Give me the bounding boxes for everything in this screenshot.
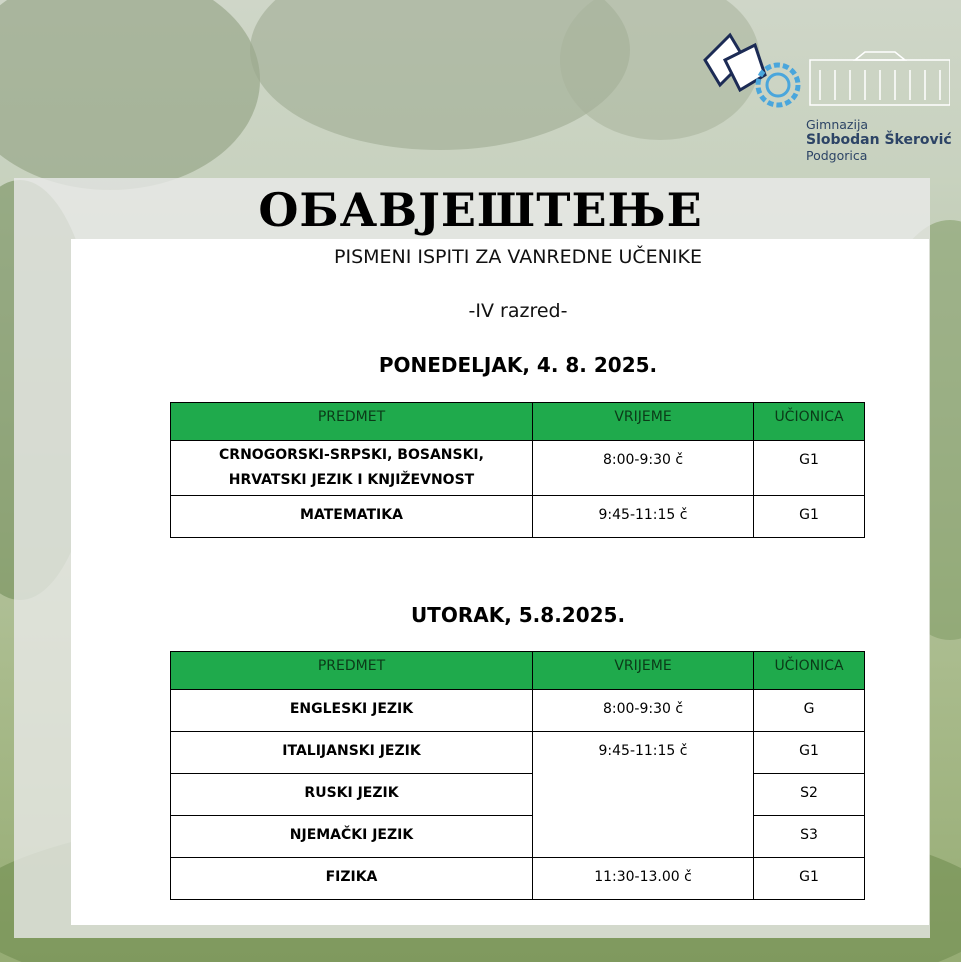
day1-table <box>170 402 865 538</box>
school-name-line1: Gimnazija <box>806 117 869 132</box>
room-cell: G1 <box>754 858 865 900</box>
table-row <box>171 441 865 496</box>
subject-cell: RUSKI JEZIK <box>171 774 533 816</box>
day2-title: UTORAK, 5.8.2025. <box>410 603 626 627</box>
room-cell: S2 <box>754 774 865 816</box>
table-row <box>171 774 865 816</box>
time-cell: 9:45-11:15 č <box>533 732 754 858</box>
school-name-line3: Podgorica <box>806 148 868 163</box>
table-row <box>171 732 865 774</box>
subject-cell: CRNOGORSKI-SRPSKI, BOSANSKI, HRVATSKI JEZIK I KNJIŽEVNOST <box>171 441 533 496</box>
table-row <box>171 496 865 538</box>
header-time: VRIJEME <box>533 652 754 690</box>
header-room: UČIONICA <box>754 652 865 690</box>
subject-cell: FIZIKA <box>171 858 533 900</box>
school-name-line2: Slobodan Škerović <box>806 132 952 148</box>
table-row <box>171 690 865 732</box>
header-room: UČIONICA <box>754 403 865 441</box>
page-title: ОБАВЈЕШТЕЊЕ <box>258 183 703 237</box>
day1-title: PONEDELJAK, 4. 8. 2025. <box>378 353 658 377</box>
room-cell: G1 <box>754 441 865 496</box>
table-row <box>171 858 865 900</box>
school-name <box>806 117 952 163</box>
room-cell: G1 <box>754 496 865 538</box>
building-icon <box>810 52 950 105</box>
time-cell: 8:00-9:30 č <box>533 690 754 732</box>
time-cell: 11:30-13.00 č <box>533 858 754 900</box>
subject-cell: MATEMATIKA <box>171 496 533 538</box>
room-cell: G <box>754 690 865 732</box>
header-time: VRIJEME <box>533 403 754 441</box>
header-subject: PREDMET <box>171 403 533 441</box>
grade-label: -IV razred- <box>468 300 568 322</box>
room-cell: S3 <box>754 816 865 858</box>
day2-table <box>170 651 865 900</box>
subject-cell: ENGLESKI JEZIK <box>171 690 533 732</box>
table-header-row <box>171 403 865 441</box>
subject-cell: ITALIJANSKI JEZIK <box>171 732 533 774</box>
time-cell: 9:45-11:15 č <box>533 496 754 538</box>
exam-subtitle: PISMENI ISPITI ZA VANREDNE UČENIKE <box>334 246 702 268</box>
header-subject: PREDMET <box>171 652 533 690</box>
table-row <box>171 816 865 858</box>
table-header-row <box>171 652 865 690</box>
subject-cell: NJEMAČKI JEZIK <box>171 816 533 858</box>
time-cell: 8:00-9:30 č <box>533 441 754 496</box>
room-cell: G1 <box>754 732 865 774</box>
